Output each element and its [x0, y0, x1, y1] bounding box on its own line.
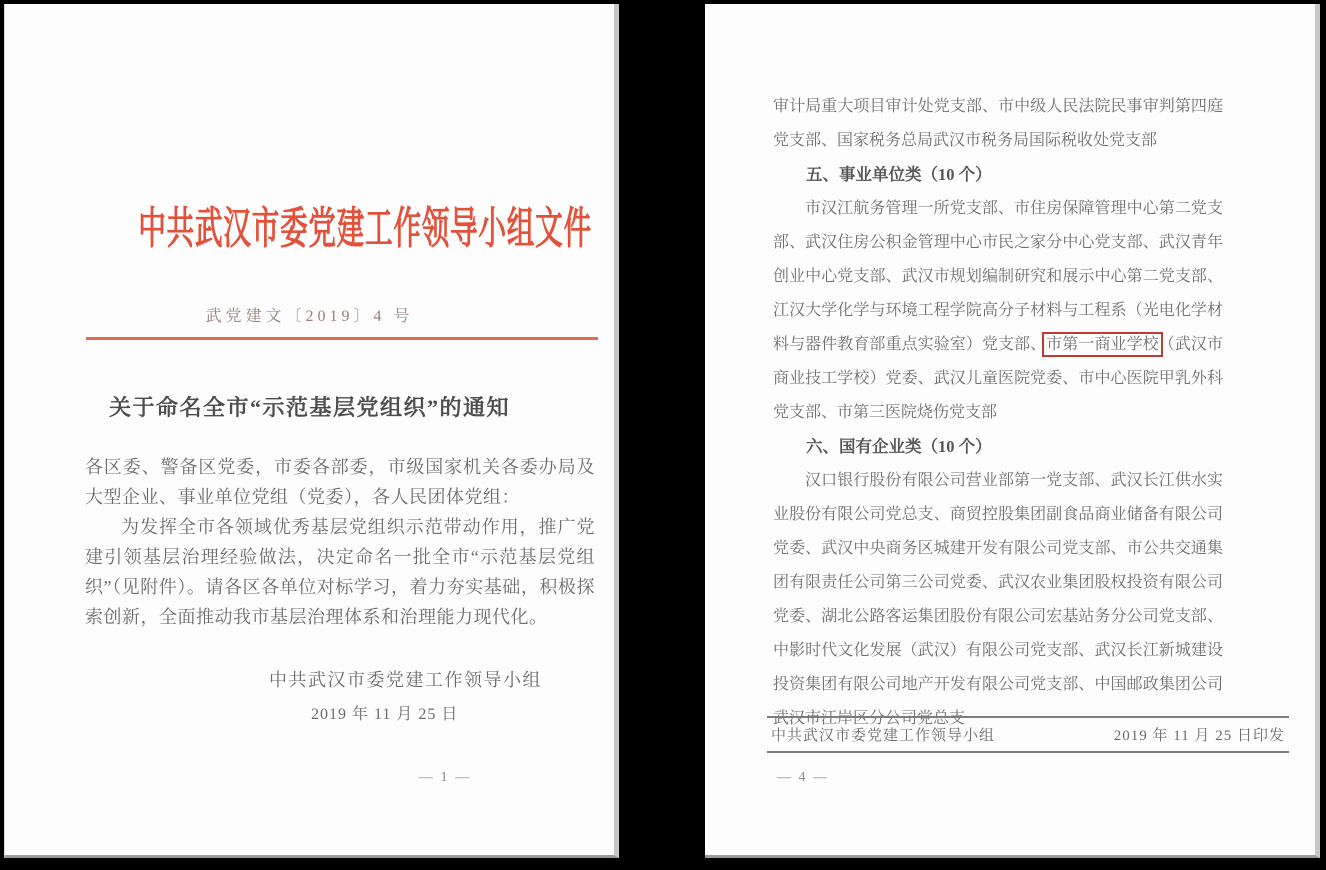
footer-print-date: 2019 年 11 月 25 日印发	[1113, 728, 1285, 744]
continuation-paragraph: 审计局重大项目审计处党支部、市中级人民法院民事审判第四庭党支部、国家税务总局武汉市税务局国际税收处党支部	[773, 98, 1223, 149]
section-6-heading: 六、国有企业类（10 个）	[806, 437, 992, 456]
red-separator-line	[86, 337, 598, 340]
document-page-1	[4, 4, 619, 858]
page-4-body	[773, 90, 1223, 736]
document-number: 武党建文〔2019〕4 号	[205, 308, 414, 325]
page-number-4: — 4 —	[777, 770, 829, 785]
section-5-text-after: （武汉市商业技工学校）党委、武汉儿童医院党委、市中心医院甲乳外科党支部、市第三医院烧伤党支部	[773, 336, 1223, 421]
issue-date: 2019 年 11 月 25 日	[311, 706, 459, 723]
issuing-authority-signature: 中共武汉市委党建工作领导小组	[269, 670, 542, 690]
section-5-paragraph	[773, 192, 1223, 430]
section-6-paragraph: 汉口银行股份有限公司营业部第一党支部、武汉长江供水实业股份有限公司党总支、商贸控股集团副食品商业储备有限公司党委、武汉中央商务区城建开发有限公司党支部、市公共交通集团有限责任公司第三公司党委、武汉农业集团股权投资有限公司党委、湖北公路客运集团股份有限公司宏基站务分公司党支部、中影时代文化发展（武汉）有限公司党支部、武汉长江新城建设投资集团有限公司地产开发有限公司党支部、中国邮政集团公司武汉市江岸区分公司党总支	[773, 472, 1223, 727]
page-1-body	[85, 452, 595, 632]
section-5-text-before: 市汉江航务管理一所党支部、市住房保障管理中心第二党支部、武汉住房公积金管理中心市民之家分中心党支部、武汉青年创业中心党支部、武汉市规划编制研究和展示中心第二党支部、江汉大学化学与环境工程学院高分子材料与工程系（光电化学材料与器件教育部重点实验室）党支部、	[773, 200, 1223, 353]
notice-title: 关于命名全市“示范基层党组织”的通知	[108, 395, 510, 420]
footer-issuer: 中共武汉市委党建工作领导小组	[771, 728, 996, 744]
document-page-4	[705, 4, 1320, 858]
colophon-footer	[767, 716, 1289, 753]
red-letterhead-title-row	[5, 192, 614, 256]
letterhead-title: 中共武汉市委党建工作领导小组文件	[138, 204, 592, 253]
page-number-1: — 1 —	[419, 770, 471, 785]
section-5-heading: 五、事业单位类（10 个）	[806, 165, 992, 184]
highlight-box-red-rectangle: 市第一商业学校	[1046, 336, 1159, 353]
salutation-paragraph: 各区委、警备区党委，市委各部委，市级国家机关各委办局及大型企业、事业单位党组（党委），各人民团体党组：	[85, 457, 595, 507]
body-paragraph: 为发挥全市各领域优秀基层党组织示范带动作用，推广党建引领基层治理经验做法，决定命名一批全市“示范基层党组织”（见附件）。请各区各单位对标学习，着力夯实基础，积极探索创新，全面推动我市基层治理体系和治理能力现代化。	[85, 517, 595, 627]
